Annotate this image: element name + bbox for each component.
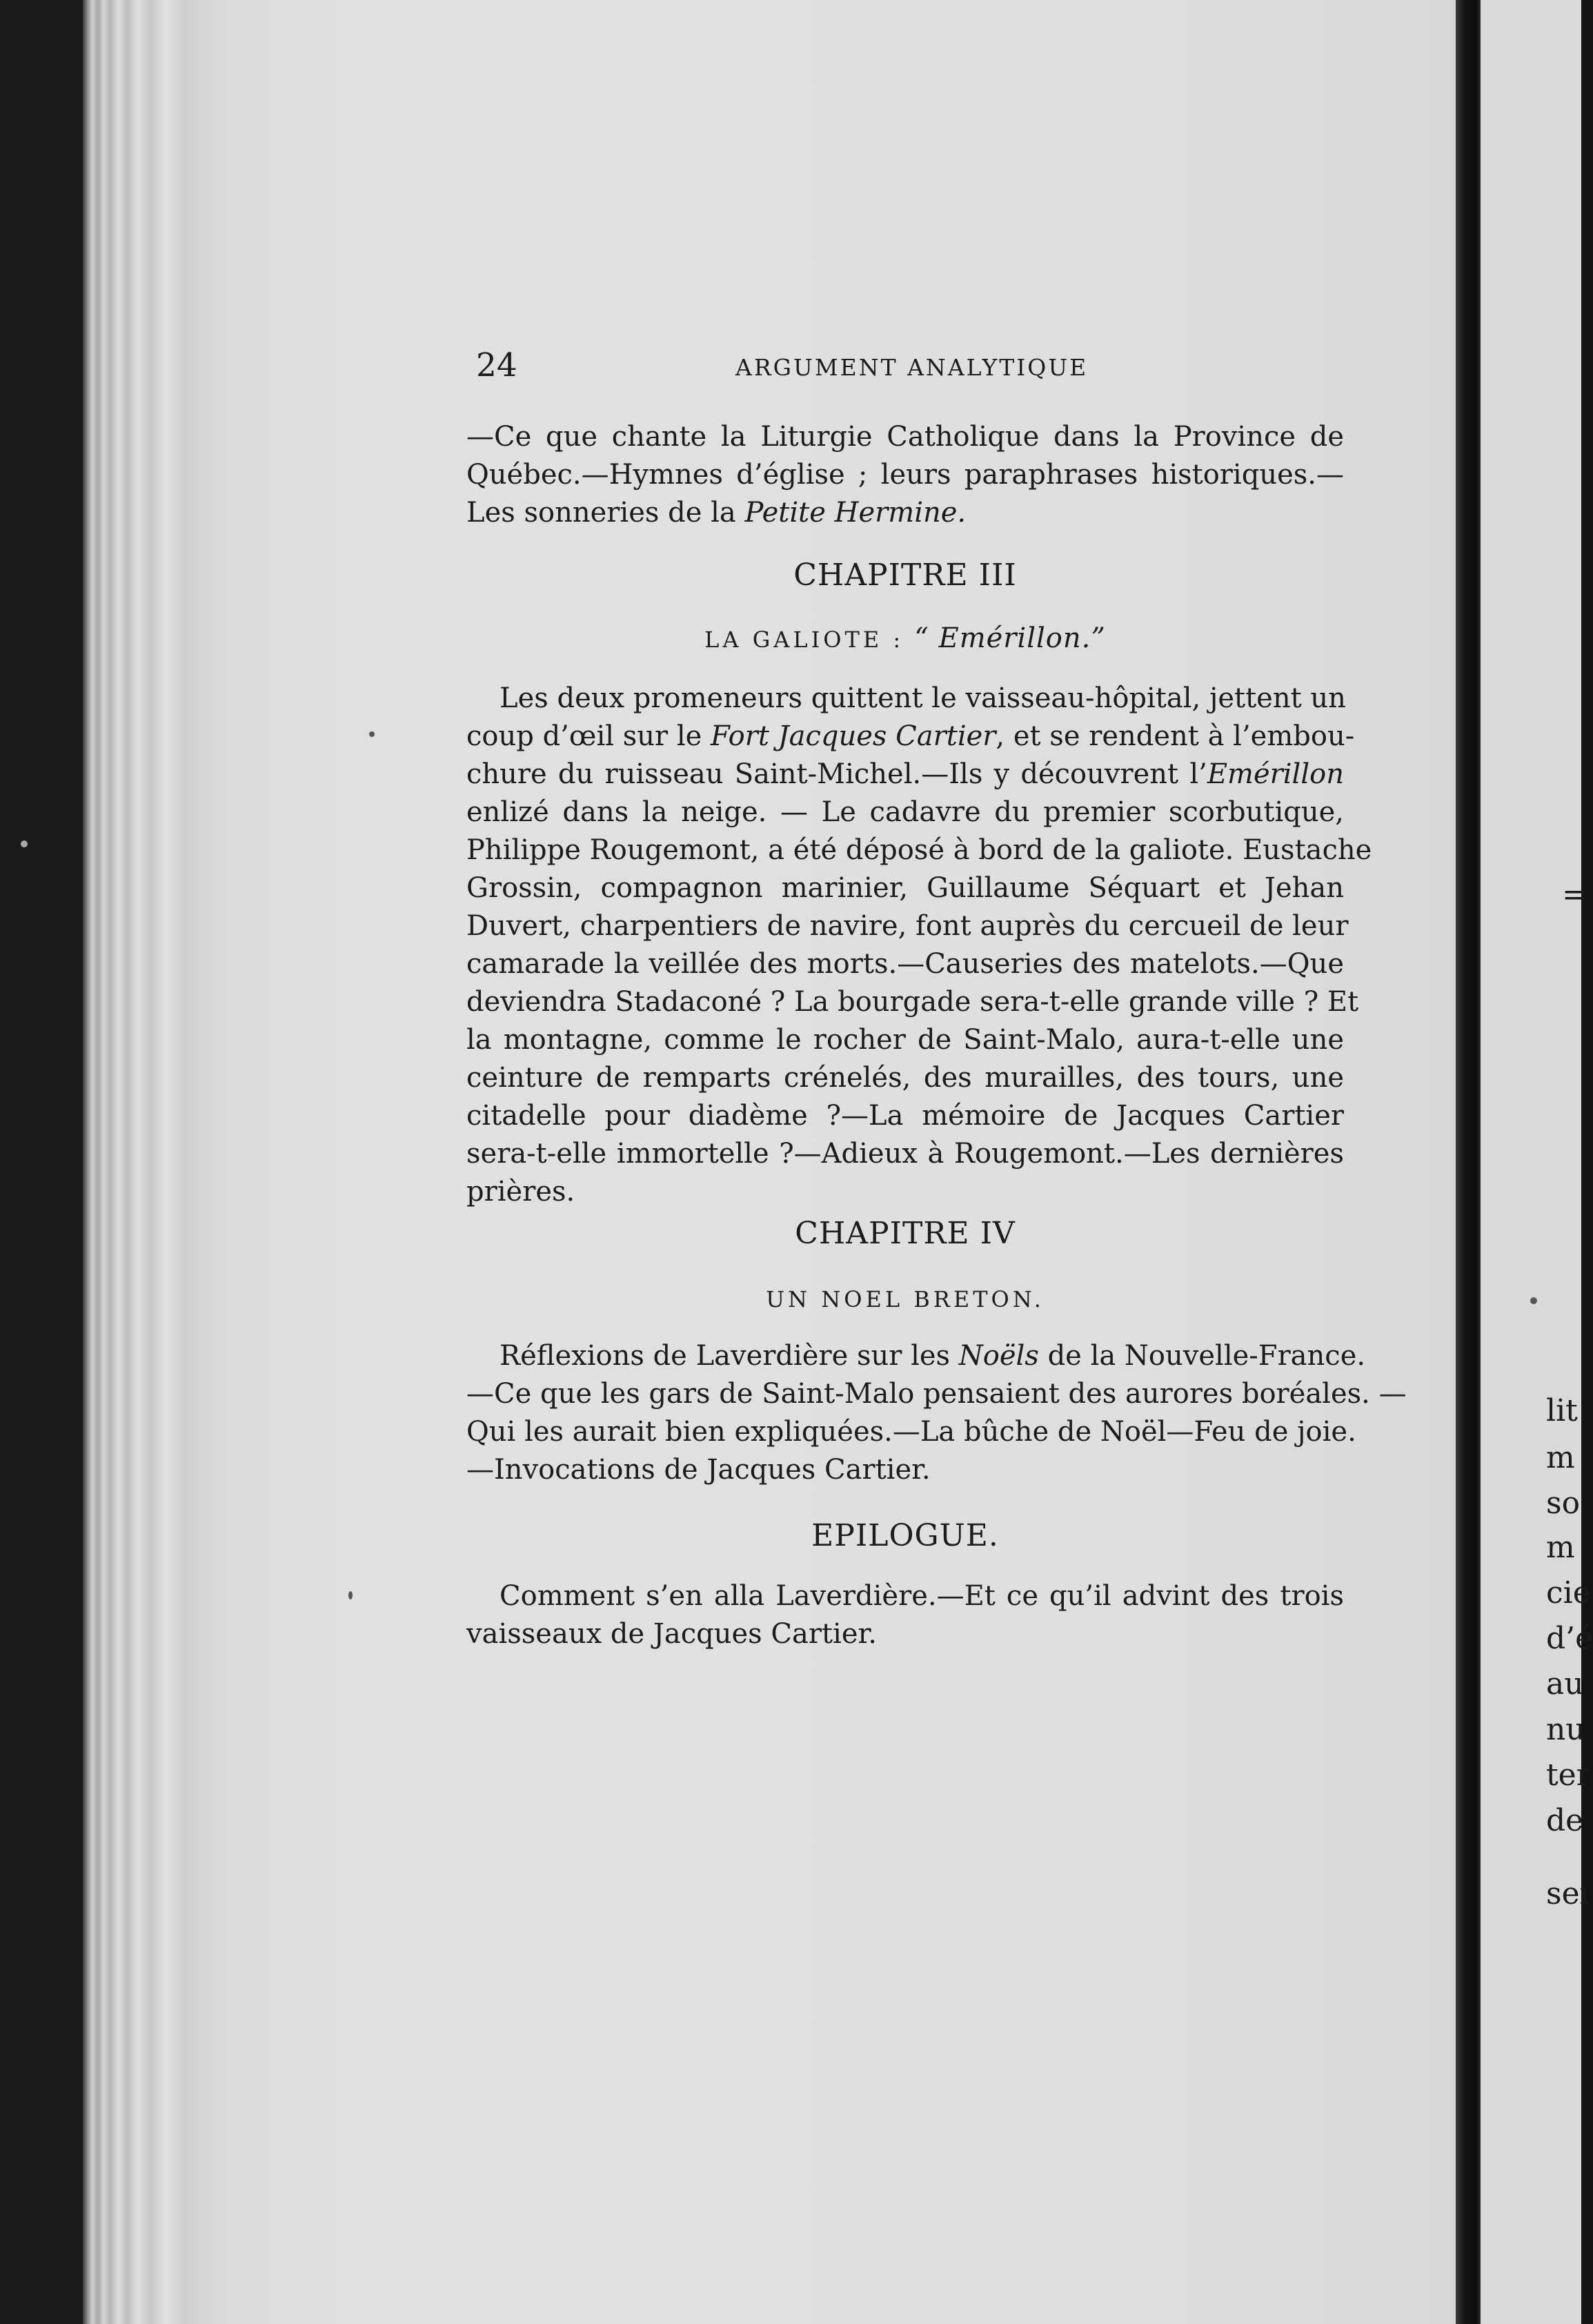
text-line: la montagne, comme le rocher de Saint-Malo, aura-t-elle une [466, 1024, 1344, 1056]
text-line: Qui les aurait bien expliquées.—La bûche de Noël—Feu de joie. [466, 1416, 1356, 1448]
book-gutter [1456, 0, 1481, 2324]
text-line: Québec.—Hymnes d’église ; leurs paraphrases historiques.— [466, 459, 1344, 491]
chapter-3-paragraph [466, 680, 1372, 1211]
text-line [466, 756, 1344, 794]
epilogue-paragraph [466, 1577, 1344, 1653]
text-line: —Ce que chante la Liturgie Catholique dans la Province de [466, 421, 1344, 453]
scan-speck [348, 1591, 353, 1599]
next-page-fragment: = [1562, 877, 1587, 912]
text-line: —Ce que les gars de Saint-Malo pensaient des aurores boréales. — [466, 1378, 1407, 1410]
chapter-4-title: CHAPITRE IV [795, 1216, 1016, 1251]
next-page-fragment: seı [1546, 1876, 1590, 1911]
chapter-3-title: CHAPITRE III [793, 558, 1017, 593]
text-line: Grossin, compagnon marinier, Guillaume Séquart et Jehan [466, 872, 1344, 904]
text-line: enlizé dans la neige. — Le cadavre du premier scorbutique, [466, 796, 1344, 828]
text-span: de la Nouvelle-France. [1038, 1340, 1366, 1372]
next-page-fragment: nu [1546, 1712, 1585, 1747]
text-span: Les sonneries de la [466, 497, 745, 529]
next-page-fragment: d’é [1546, 1621, 1593, 1656]
italic-name: Emérillon [1207, 758, 1344, 790]
text-span: Réflexions de Laverdière sur les [499, 1340, 959, 1372]
intro-paragraph [466, 418, 1344, 532]
subtitle-italic: “ Emérillon.” [914, 622, 1106, 654]
text-line [466, 718, 1355, 756]
next-page-fragment: de [1546, 1803, 1584, 1838]
text-line: Duvert, charpentiers de navire, font auprès du cercueil de leur [466, 910, 1349, 942]
scan-speck [369, 731, 375, 737]
text-span: coup d’œil sur le [466, 720, 711, 752]
italic-word: Noëls [958, 1340, 1039, 1372]
text-line: —Invocations de Jacques Cartier. [466, 1454, 931, 1486]
epilogue-title: EPILOGUE. [811, 1518, 999, 1553]
chapter-4-paragraph [466, 1337, 1407, 1489]
text-line: Les deux promeneurs quittent le vaisseau-hôpital, jettent un [499, 682, 1346, 714]
text-line: sera-t-elle immortelle ?—Adieux à Rougemont.—Les dernières [466, 1138, 1344, 1170]
text-line [466, 494, 1344, 532]
text-line: camarade la veillée des morts.—Causeries des matelots.—Que [466, 948, 1344, 980]
text-line: Comment s’en alla Laverdière.—Et ce qu’il advint des trois [499, 1580, 1344, 1612]
scan-speck [1530, 1297, 1537, 1304]
next-page-fragment: m [1546, 1530, 1575, 1565]
text-line: vaisseaux de Jacques Cartier. [466, 1618, 877, 1650]
next-page-fragment: so [1546, 1486, 1581, 1521]
page-number: 24 [476, 346, 517, 384]
next-page-fragment: ter [1546, 1757, 1591, 1793]
text-line: prières. [466, 1176, 575, 1208]
subtitle-prefix: LA GALIOTE : [704, 627, 915, 653]
next-page-fragment: lit [1546, 1393, 1578, 1428]
next-page-fragment: au [1546, 1666, 1584, 1702]
page-header [466, 345, 1344, 393]
text-line [466, 1337, 1366, 1375]
italic-name: Fort Jacques Cartier [711, 720, 996, 752]
next-page-fragment: m [1546, 1440, 1575, 1475]
text-span: chure du ruisseau Saint-Michel.—Ils y découvrent l’ [466, 758, 1207, 790]
text-span: , et se rendent à l’embou- [996, 720, 1355, 752]
italic-title: Petite Hermine. [744, 497, 967, 529]
text-line: citadelle pour diadème ?—La mémoire de Jacques Cartier [466, 1100, 1344, 1132]
running-head: ARGUMENT ANALYTIQUE [735, 354, 1089, 381]
text-line: deviendra Stadaconé ? La bourgade sera-t-elle grande ville ? Et [466, 986, 1359, 1018]
next-page-edge [1481, 0, 1593, 2324]
scan-speck [21, 840, 28, 847]
text-line: Philippe Rougemont, a été déposé à bord de la galiote. Eustache [466, 834, 1372, 866]
text-line: ceinture de remparts crénelés, des murailles, des tours, une [466, 1062, 1344, 1094]
chapter-4-subtitle: UN NOEL BRETON. [766, 1286, 1045, 1312]
chapter-3-subtitle [466, 621, 1344, 657]
next-page-fragment: cie [1546, 1575, 1591, 1611]
